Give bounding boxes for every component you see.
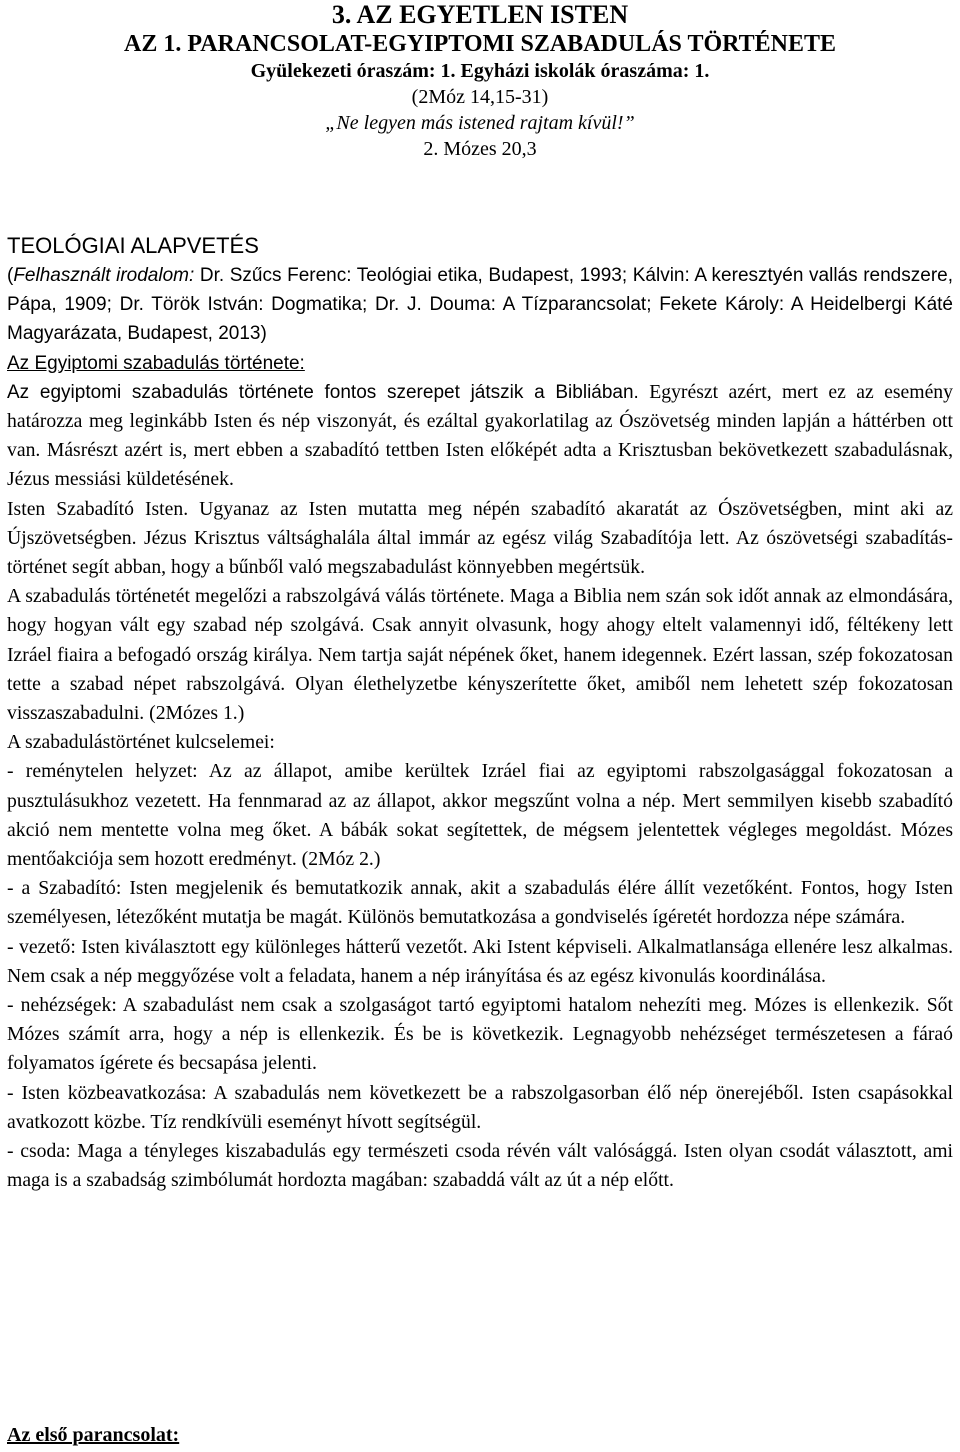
literature-paragraph — [7, 261, 953, 349]
lesson-title: AZ 1. PARANCSOLAT-EGYIPTOMI SZABADULÁS TÖRTÉNETE — [124, 31, 836, 57]
key-item-miracle: - csoda: Maga a tényleges kiszabadulás egy természeti csoda révén vált valósággá. Isten olyan csodát választott, ami maga is a szabadság szimbólumát hordozta magában: szabaddá vált az út a nép előtt. — [7, 1140, 953, 1192]
paragraph-1-intro: Az egyiptomi szabadulás története fontos szerepet játszik a Bibliában. — [7, 381, 639, 403]
hours-line: Gyülekezeti óraszám: 1. Egyházi iskolák óraszáma: 1. — [250, 60, 710, 82]
key-item-leader: - vezető: Isten kiválasztott egy különleges hátterű vezetőt. Aki Istent képviseli. Alkalmatlansága ellenére lesz alkalmas. Nem csak a nép meggyőzése volt a feladata, hanem a nép irányítása és az egész kivonulás koordinálása. — [7, 935, 953, 987]
key-elements-title: A szabadulástörténet kulcselemei: — [7, 731, 275, 754]
document-body — [7, 231, 953, 1196]
theology-title: TEOLÓGIAI ALAPVETÉS — [7, 233, 259, 258]
chapter-title: 3. AZ EGYETLEN ISTEN — [331, 0, 629, 29]
key-item-hopeless: - reménytelen helyzet: Az az állapot, amibe kerültek Izráel fiai az egyiptomi rabszolgasággal fokozatosan a pusztulásukhoz vezetett. Ha fennmarad az az állapot, akkor megszűnt volna a nép. Mert semmilyen kisebb szabadító akció nem mentette volna meg őket. A bábák sokat segítettek, de mégsem jelentettek végleges megoldást. Mózes mentőakciója sem hozott eredményt. (2Móz 2.) — [7, 760, 953, 871]
key-item-intervention: - Isten közbeavatkozása: A szabadulás nem következett be a rabszolgasorban élő nép önerejéből. Isten csapásokkal avatkozott közbe. Tíz rendkívüli eseményt hívott segítségül. — [7, 1081, 953, 1133]
motto-reference: 2. Mózes 20,3 — [423, 138, 537, 160]
bible-reference: (2Móz 14,15-31) — [411, 86, 549, 108]
literature-label: Felhasznált irodalom: — [13, 265, 195, 286]
motto-quote: „Ne legyen más istened rajtam kívül!” — [325, 112, 635, 134]
document-header — [0, 0, 960, 162]
paragraph-1 — [7, 378, 953, 495]
key-item-savior: - a Szabadító: Isten megjelenik és bemutatkozik annak, akit a szabadulás élére állít vezetőként. Fontos, hogy Isten személyesen, létezőként mutatja be magát. Különös bemutatkozása a gondviselés ígéretét hordozza népe számára. — [7, 877, 953, 929]
section-title-exodus: Az Egyiptomi szabadulás története: — [7, 352, 305, 374]
paragraph-1-rest: Egyrészt azért, mert ez az esemény határozza meg leginkább Isten és nép viszonyát, és ezáltal gyakorlatilag az Ószövetség minden lapján a háttérben ott van. Másrészt azért is, mert ebben a szabadító tettben Isten előképét adta a Krisztusban bekövetkezett szabadulásnak, Jézus messiási küldetésének. — [7, 380, 953, 491]
paragraph-2: Isten Szabadító Isten. Ugyanaz az Isten mutatta meg népén szabadító akaratát az Ószövetségben, mint aki az Újszövetségben. Jézus Krisztus váltsághalála által immár az egész világ Szabadítója lett. Az ószövetségi szabadítás-történet segít abban, hogy a bűnből való megszabadulást könnyebben megértsük. — [7, 497, 953, 579]
section-title-first-commandment: Az első parancsolat: — [7, 1424, 180, 1446]
paragraph-3: A szabadulás történetét megelőzi a rabszolgává válás története. Maga a Biblia nem szán sok időt annak az elmondására, hogy hogyan vált egy szabad nép szolgává. Csak annyit olvasunk, hogy ahogy eltelt valamennyi idő, féltékeny lett Izráel fiaira a befogadó ország királya. Nem tartja saját népének őket, hanem idegennek. Ezért lassan, szép fokozatosan tette a szabad népet rabszolgává. Olyan élethelyzetbe kényszerítette őket, amiből nem lehetett szép fokozatosan visszaszabadulni. (2Mózes 1.) — [7, 585, 953, 725]
literature-open: ( — [7, 265, 14, 286]
literature-text: Dr. Szűcs Ferenc: Teológiai etika, Budapest, 1993; Kálvin: A keresztyén vallás rendszere, Pápa, 1909; Dr. Török István: Dogmatika; Dr. J. Douma: A Tízparancsolat; Fekete Károly: A Heidelbergi Káté Magyarázata, Budapest, 2013) — [7, 265, 953, 345]
key-item-difficulties: - nehézségek: A szabadulást nem csak a szolgaságot tartó egyiptomi hatalom nehezíti meg. Mózes is ellenkezik. Sőt Mózes számít arra, hogy a nép is ellenkezik. És be is következik. Legnagyobb nehézséget természetesen a fáraó folyamatos ígérete és becsapása jelenti. — [7, 994, 953, 1075]
